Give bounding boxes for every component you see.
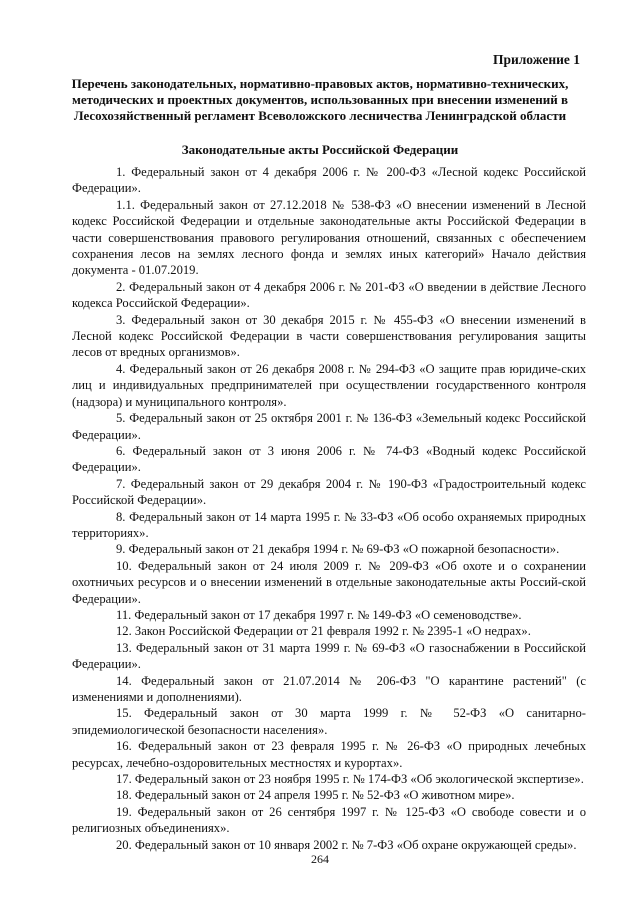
list-item: 18. Федеральный закон от 24 апреля 1995 г. № 52-ФЗ «О животном мире». xyxy=(116,788,515,803)
list-item: 19. Федеральный закон от 26 сентября 1997 г. № 125-ФЗ «О свободе совести и о религиозных объединениях». xyxy=(72,804,586,836)
list-item: 20. Федеральный закон от 10 января 2002 г. № 7-ФЗ «Об охране окружающей среды». xyxy=(116,837,577,852)
list-item: 12. Закон Российской Федерации от 21 февраля 1992 г. № 2395-1 «О недрах». xyxy=(116,624,531,639)
list-item: 2. Федеральный закон от 4 декабря 2006 г. № 201-ФЗ «О введении в действие Лесного кодекса Российской Федерации». xyxy=(72,279,586,311)
list-item: 6. Федеральный закон от 3 июня 2006 г. № 74-ФЗ «Водный кодекс Российской Федерации». xyxy=(72,443,586,475)
list-item: 8. Федеральный закон от 14 марта 1995 г. № 33-ФЗ «Об особо охраняемых природных территориях». xyxy=(72,509,586,540)
list-item: 1.1. Федеральный закон от 27.12.2018 № 538-ФЗ «О внесении изменений в Лесной кодекс Российской Федерации и отдельные законодательные акты Российской Федерации в части совершенствования правового регулирования отношений, связанных с обеспечением сохранения лесов на землях лесного фонда и землях иных категорий» Начало действия документа - 01.07.2019. xyxy=(72,197,586,278)
list-item: 11. Федеральный закон от 17 декабря 1997 г. № 149-ФЗ «О семеноводстве». xyxy=(116,607,522,622)
list-item: 7. Федеральный закон от 29 декабря 2004 г. № 190-ФЗ «Градостроительный кодекс Российской Федерации». xyxy=(72,476,586,508)
list-item: 15. Федеральный закон от 30 марта 1999 г. № 52-ФЗ «О санитарно-эпидемиологической безопасности населения». xyxy=(72,706,586,737)
list-item: 16. Федеральный закон от 23 февраля 1995 г. № 26-ФЗ «О природных лечебных ресурсах, лечебно-оздоровительных местностях и курортах». xyxy=(72,739,586,770)
list-item: 4. Федеральный закон от 26 декабря 2008 г. № 294-ФЗ «О защите прав юридиче-ских лиц и индивидуальных предпринимателей при осуществлении государственного контроля (надзора) и муниципального контроля». xyxy=(72,361,586,409)
list-item: 1. Федеральный закон от 4 декабря 2006 г. № 200-ФЗ «Лесной кодекс Российской Федерации». xyxy=(72,165,586,196)
section-title: Законодательные акты Российской Федерации xyxy=(181,142,459,157)
list-item: 5. Федеральный закон от 25 октября 2001 г. № 136-ФЗ «Земельный кодекс Российской Федерации». xyxy=(72,411,586,442)
appendix-label: Приложение 1 xyxy=(492,52,580,67)
list-item: 14. Федеральный закон от 21.07.2014 № 206-ФЗ "О карантине растений" (с изменениями и дополнениями). xyxy=(72,673,586,704)
page-number: 264 xyxy=(311,852,329,866)
list-item: 13. Федеральный закон от 31 марта 1999 г. № 69-ФЗ «О газоснабжении в Российской Федерации». xyxy=(72,640,586,672)
legal-acts-list xyxy=(72,164,586,853)
document-title: Перечень законодательных, нормативно-правовых актов, нормативно-технических, методических и проектных документов, использованных при внесении изменений в Лесохозяйственный регламент Всеволожского лесничества Ленинградской области xyxy=(71,76,569,123)
list-item: 17. Федеральный закон от 23 ноября 1995 г. № 174-ФЗ «Об экологической экспертизе». xyxy=(116,772,584,787)
list-item: 9. Федеральный закон от 21 декабря 1994 г. № 69-ФЗ «О пожарной безопасности». xyxy=(116,542,560,557)
list-item: 10. Федеральный закон от 24 июля 2009 г. № 209-ФЗ «Об охоте и о сохранении охотничьих ресурсов и о внесении изменений в отдельные законодательные акты Россий-ской Федерации». xyxy=(72,558,586,606)
list-item: 3. Федеральный закон от 30 декабря 2015 г. № 455-ФЗ «О внесении изменений в Лесной кодекс Российской Федерации в части совершенствования регулирования защиты лесов от вредных организмов». xyxy=(72,312,586,360)
